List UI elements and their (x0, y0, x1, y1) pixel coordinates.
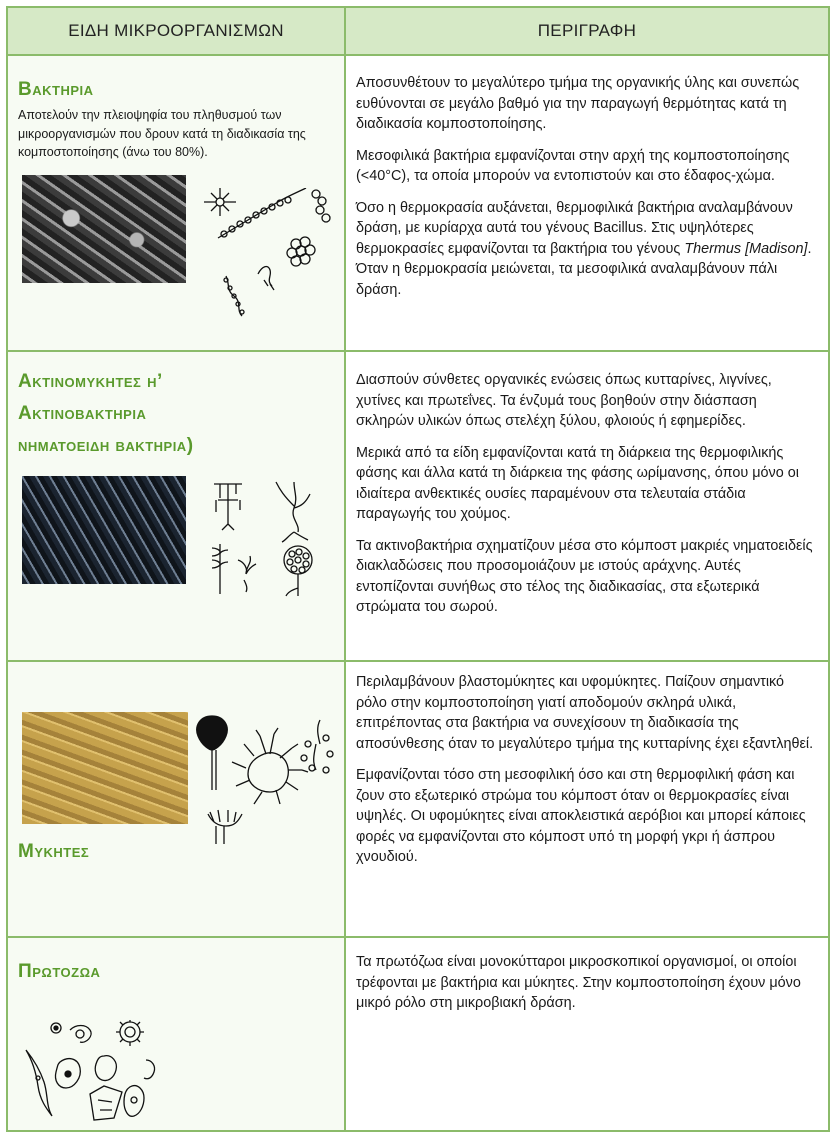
row-bacteria (8, 56, 828, 352)
actinomycetes-sketch (198, 478, 338, 598)
fungi-description (346, 662, 828, 936)
protozoa-title: Πρωτοζωα (18, 961, 101, 982)
actinomycetes-title-line: Ακτινοβακτηρια (18, 403, 147, 424)
bacteria-paragraph-part: Όσο η θερμοκρασία αυξάνεται, θερμοφιλικά βακτήρια αναλαμβάνουν δράση, με κυρίαρχα αυτά του γένους Bacillus. Στις υψηλότερες θερμοκρασίες εμφανίζονται τα βακτήρια του γένους (356, 199, 793, 257)
actinomycetes-description (346, 352, 828, 660)
protozoa-sketch (20, 1020, 170, 1126)
protozoa-paragraph: Τα πρωτόζωα είναι μονοκύτταροι μικροσκοπικοί οργανισμοί, οι οποίοι τρέφονται με βακτήρια και μύκητες. Στην κομποστοποίηση έχουν μόνο μικρό ρόλο στη μικροβιακή δράση. (356, 954, 801, 1011)
microorganisms-table (6, 6, 830, 1132)
fungi-paragraph: Περιλαμβάνουν βλαστομύκητες και υφομύκητες. Παίζουν σημαντικό ρόλο στην κομποστοποίηση γιατί αποδομούν σκληρά υλικά, επιτρέποντας στα βακτήρια να συνεχίσουν τη διαδικασία της αποσύνθεσης όταν το μεγαλύτερο τμήμα της κυτταρίνης έχει εξαντληθεί. (356, 674, 814, 752)
bacteria-cell (8, 56, 346, 350)
bacteria-paragraph: Μεσοφιλικά βακτήρια εμφανίζονται στην αρχή της κομποστοποίησης (<40°C), τα οποία μπορούν να εντοπιστούν και στο έδαφος-χώμα. (356, 147, 790, 184)
actinomycetes-title-line: Ακτινομυκητες η’ (18, 371, 163, 392)
row-fungi (8, 662, 828, 938)
actinomycetes-paragraph: Διασπούν σύνθετες οργανικές ενώσεις όπως κυτταρίνες, λιγνίνες, χυτίνες και πρωτεΐνες. Τα ένζυμά τους βοηθούν στην διάσπαση σκληρών υλικών όπως στελέχη ξύλου, φλοιούς ή εφημερίδες. (356, 372, 772, 429)
bacteria-description (346, 56, 828, 350)
fungi-micrograph (22, 712, 188, 824)
row-actinomycetes (8, 352, 828, 662)
bacteria-sketch (196, 188, 341, 328)
actinomycetes-micrograph (22, 476, 186, 584)
bacteria-micrograph (22, 175, 186, 283)
fungi-title: Μυκητες (18, 841, 90, 862)
bacteria-subtitle: Αποτελούν την πλειοψηφία του πληθυσμού των μικροοργανισμών που δρουν κατά τη διαδικασία της κομποστοποίησης (άνω του 80%). (18, 108, 306, 159)
fungi-sketch (196, 714, 342, 849)
header-description: ΠΕΡΙΓΡΑΦΗ (346, 8, 828, 56)
actinomycetes-title-line: νηματοειδη βακτηρια) (18, 435, 194, 456)
fungi-paragraph: Εμφανίζονται τόσο στη μεσοφιλική όσο και στη θερμοφιλική φάση και ζουν στο εξωτερικό στρώμα του κόμποστ όταν οι θερμοκρασίες είναι υψηλές. Οι υφομύκητες είναι αποκλειστικά αερόβιοι και μπορεί κάποιες φορές να εμφανίζονται στο κόμποστ υπό τη μορφή γκρι ή άσπρου χνουδιού. (356, 767, 806, 865)
thermus-genus: Thermus [Madison] (684, 240, 808, 257)
row-protozoa (8, 938, 828, 1130)
actinomycetes-paragraph: Μερικά από τα είδη εμφανίζονται κατά τη διάρκεια της θερμοφιλικής φάσης και άλλα κατά τη διάρκεια της φάσης ωρίμανσης, όπου μόνο οι ιδιαίτερα ανθεκτικές ουσίες παραμένουν στα τελευταία στάδια παραγωγής του χούμος. (356, 444, 799, 522)
bacteria-paragraph (356, 198, 818, 301)
bacteria-paragraph-part: . Όταν η θερμοκρασία μειώνεται, τα μεσοφιλικά αναλαμβάνουν πάλι δράση. (356, 240, 812, 298)
fungi-cell (8, 662, 346, 936)
bacteria-paragraph: Αποσυνθέτουν το μεγαλύτερο τμήμα της οργανικής ύλης και συνεπώς ευθύνονται σε μεγάλο βαθμό για την παραγωγή θερμότητας κατά τη διαδικασία κομποστοποίησης. (356, 75, 800, 132)
actinomycetes-paragraph: Τα ακτινοβακτήρια σχηματίζουν μέσα στο κόμποστ μακριές νηματοειδείς διακλαδώσεις που προσομοιάζουν με ιστούς αράχνης. Αυτές εντοπίζονται συνήθως στο τέλος της διαδικασίας, στα εξωτερικά στρώματα του σωρού. (356, 537, 813, 615)
protozoa-cell (8, 938, 346, 1130)
protozoa-description (346, 938, 828, 1130)
header-types: ΕΙΔΗ ΜΙΚΡΟΟΡΓΑΝΙΣΜΩΝ (8, 8, 346, 56)
actinomycetes-cell (8, 352, 346, 660)
bacteria-title: Βακτηρια (18, 79, 94, 100)
